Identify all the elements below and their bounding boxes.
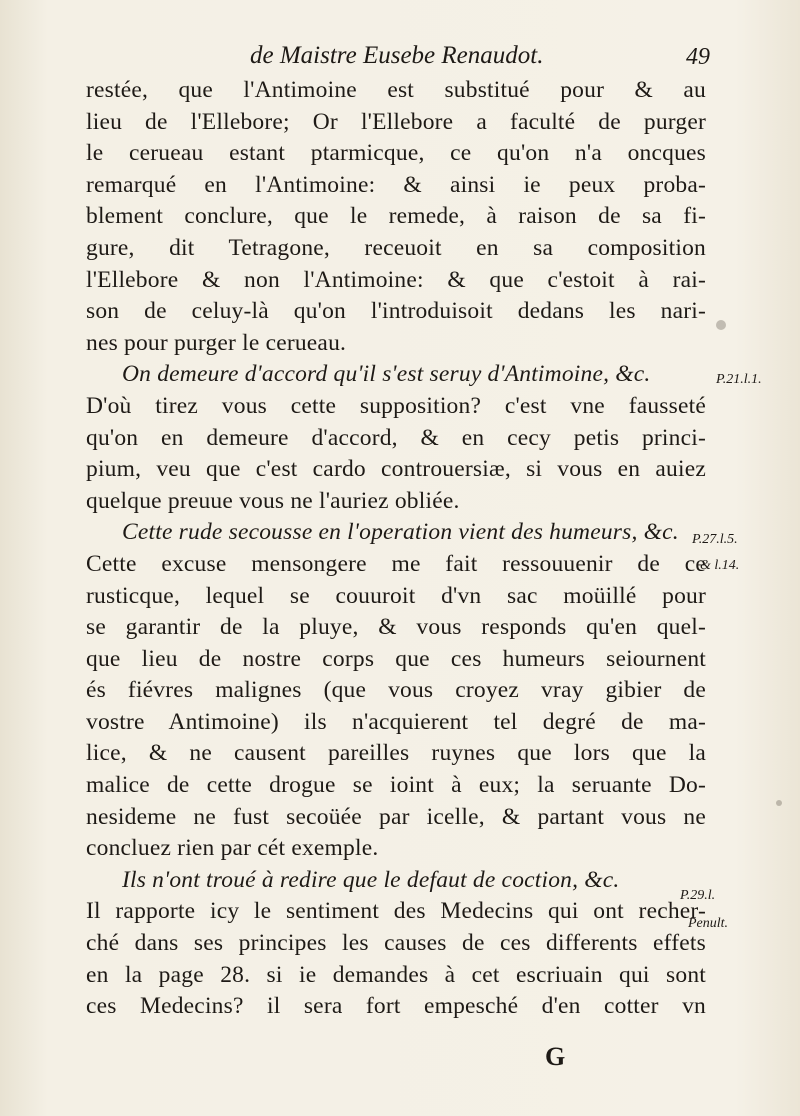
text-line: Cette excuse mensongere me fait ressouuenir de ce [86,550,706,577]
text-line: concluez rien par cét exemple. [86,835,379,862]
text-line: ces Medecins? il sera fort empesché d'en cotter vn [86,993,706,1020]
page-number: 49 [686,44,710,70]
text-line: son de celuy-là qu'on l'introduisoit dedans les nari- [86,298,706,325]
signature-mark: G [545,1042,566,1071]
margin-note: P.21.l.1. [716,372,762,387]
text-line: nes pour purger le cerueau. [86,329,347,356]
ink-spot [776,800,782,806]
text-line: qu'on en demeure d'accord, & en cecy petis princi- [86,424,706,451]
quoted-heading: On demeure d'accord qu'il s'est seruy d'Antimoine, &c. [122,361,651,388]
text-line: pium, veu que c'est cardo controuersiæ, si vous en auiez [86,456,706,483]
text-line: se garantir de la pluye, & vous responds qu'en quel- [86,614,706,641]
text-line: és fiévres malignes (que vous croyez vray gibier de [86,677,706,704]
text-line: Il rapporte icy le sentiment des Medecins qui ont recher- [86,898,706,925]
running-header [250,42,710,78]
ink-spot [716,320,726,330]
text-line: que lieu de nostre corps que ces humeurs seiournent [86,645,706,672]
text-line: remarqué en l'Antimoine: & ainsi ie peux proba- [86,171,706,198]
text-line: rusticque, lequel se couuroit d'vn sac moüillé pour [86,582,706,609]
margin-note: P.27.l.5. [692,532,738,547]
text-line: blement conclure, que le remede, à raison de sa fi- [86,203,706,230]
text-line: nesideme ne fust secoüée par icelle, & partant vous ne [86,803,706,830]
margin-note: & l.14. [700,558,740,573]
text-line: gure, dit Tetragone, receuoit en sa composition [86,234,706,261]
text-line: vostre Antimoine) ils n'acquierent tel degré de ma- [86,708,706,735]
margin-note: P.29.l. [680,888,716,903]
text-line: l'Ellebore & non l'Antimoine: & que c'estoit à rai- [86,266,706,293]
margin-note: Penult. [688,916,729,931]
running-title: de Maistre Eusebe Renaudot. [250,42,544,69]
text-line: ché dans ses principes les causes de ces differents effets [86,930,706,957]
quoted-heading: Cette rude secousse en l'operation vient des humeurs, &c. [122,519,679,546]
text-body [86,75,706,1023]
text-line: D'où tirez vous cette supposition? c'est vne fausseté [86,392,706,419]
text-line: malice de cette drogue se ioint à eux; la seruante Do- [86,772,706,799]
text-line: quelque preuue vous ne l'auriez obliée. [86,487,460,514]
text-line: lice, & ne causent pareilles ruynes que lors que la [86,740,706,767]
text-line: en la page 28. si ie demandes à cet escriuain qui sont [86,961,706,988]
text-line: restée, que l'Antimoine est substitué pour & au [86,77,706,103]
text-line: le cerueau estant ptarmicque, ce qu'on n'a oncques [86,140,706,167]
quoted-heading: Ils n'ont troué à redire que le defaut de coction, &c. [122,866,620,893]
text-line: lieu de l'Ellebore; Or l'Ellebore a faculté de purger [86,108,706,135]
